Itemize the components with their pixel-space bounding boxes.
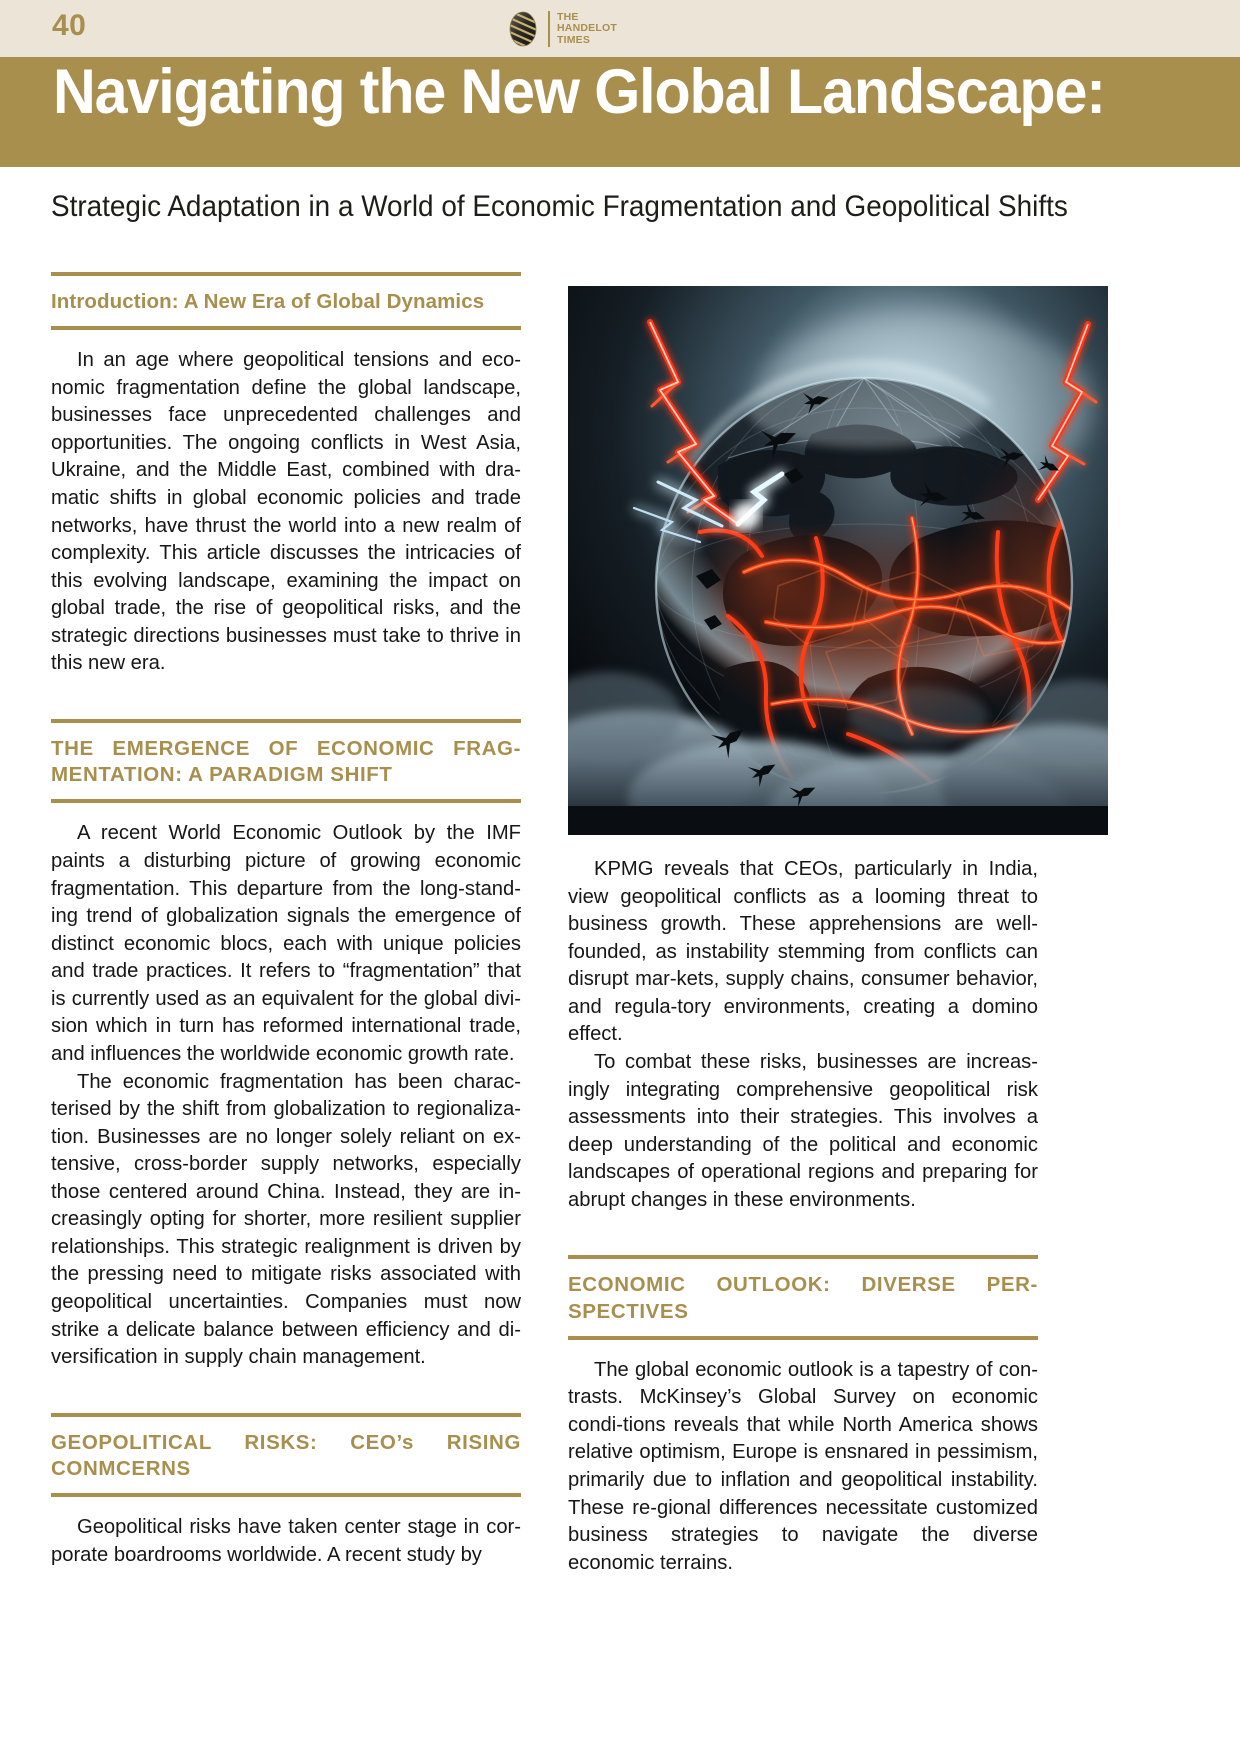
striped-globe-icon: [505, 6, 541, 52]
spacer: [51, 678, 521, 719]
spacer: [568, 1340, 1038, 1357]
spacer: [568, 1214, 1038, 1255]
heading-text: Introduction: A New Era of Global Dynamics: [51, 290, 485, 313]
spacer: [51, 1497, 521, 1514]
publication-logo: [505, 5, 617, 53]
body-paragraph: In an age where geopolitical tensions and eco-nomic fragmentation define the global landscape, businesses face unprecedented challenges and opportunities. The ongoing conflicts in West Asia, Ukraine, and the Middle East, combined with dra-matic shifts in global economic policies and trade networks, have thrust the world into a new realm of complexity. This article discusses the intricacies of this evolving landscape, examining the impact on global trade, the rise of geopolitical risks, and the strategic directions businesses must take to thrive in this new era.: [51, 349, 521, 675]
right-column: [568, 272, 1038, 1577]
article-deck: Strategic Adaptation in a World of Economic Fragmentation and Geopolitical Shifts: [51, 190, 1068, 223]
spacer: [51, 1372, 521, 1413]
article-headline: Navigating the New Global Landscape:: [53, 57, 1105, 127]
section-heading-economic-fragmentation: [51, 719, 521, 803]
heading-rule-top: [568, 1255, 1038, 1259]
figure-reserved-space: [568, 272, 1038, 856]
logo-line-1: THE: [557, 11, 579, 23]
body-paragraph: To combat these risks, businesses are increas-ingly integrating comprehensive geopolitical risk assessments into their strategies. This involves a deep understanding of the political and economic landscapes of operational regions and preparing for abrupt changes in these environments.: [568, 1050, 1038, 1211]
section-heading-economic-outlook: [568, 1255, 1038, 1339]
body-paragraph: KPMG reveals that CEOs, particularly in India, view geopolitical conflicts as a looming threat to business growth. These apprehensions are well-founded, as instability stemming from conflicts can disrupt mar-kets, supply chains, consumer behavior, and regula-tory environments, creating a domino effect.: [568, 858, 1038, 1046]
logo-wordmark: [557, 12, 617, 46]
body-paragraph: Geopolitical risks have taken center stage in cor-porate boardrooms worldwide. A recent study by: [51, 1516, 521, 1566]
spacer: [51, 803, 521, 820]
spacer: [51, 330, 521, 347]
left-column: [51, 272, 521, 1569]
logo-line-2: HANDELOT: [557, 22, 617, 35]
logo-divider: [548, 11, 550, 47]
page-number: 40: [52, 9, 87, 42]
body-paragraph: The economic fragmentation has been charac-terised by the shift from globalization to regionaliza-tion. Businesses are no longer solely reliant on ex-tensive, cross-border supply networks, especially those centered around China. Instead, they are in-creasingly opting for shorter, more resilient supplier relationships. This strategic realignment is driven by the pressing need to mitigate risks associated with geopolitical uncertainties. Companies must now strike a delicate balance between efficiency and di-versification in supply chain management.: [51, 1070, 521, 1369]
body-paragraph: A recent World Economic Outlook by the IMF paints a disturbing picture of growing economic fragmentation. This departure from the long-stand-ing trend of globalization signals the emergence of distinct economic blocs, each with unique policies and trade practices. It refers to “fragmentation” that is currently used as an equivalent for the global divi-sion which in turn has reformed international trade, and influences the worldwide economic growth rate.: [51, 822, 521, 1065]
section-heading-introduction: [51, 272, 521, 330]
heading-text: GEOPOLITICAL RISKS: CEO’s RISING CONMCERNS: [51, 1430, 521, 1480]
heading-rule-top: [51, 272, 521, 276]
heading-rule-top: [51, 1413, 521, 1417]
body-paragraph: The global economic outlook is a tapestry of con-trasts. McKinsey’s Global Survey on economic condi-tions reveals that while North America shows relative optimism, Europe is ensnared in pessimism, primarily due to inflation and geopolitical instability. These re-gional differences necessitate customized business strategies to navigate the diverse economic terrains.: [568, 1358, 1038, 1574]
logo-line-3: TIMES: [557, 33, 591, 46]
heading-text: ECONOMIC OUTLOOK: DIVERSE PER-SPECTIVES: [568, 1273, 1038, 1323]
heading-rule-top: [51, 719, 521, 723]
masthead-bar: [0, 0, 1240, 57]
heading-text: THE EMERGENCE OF ECONOMIC FRAG-MENTATION: A PARADIGM SHIFT: [51, 736, 521, 787]
section-heading-geopolitical-risks: [51, 1413, 521, 1497]
